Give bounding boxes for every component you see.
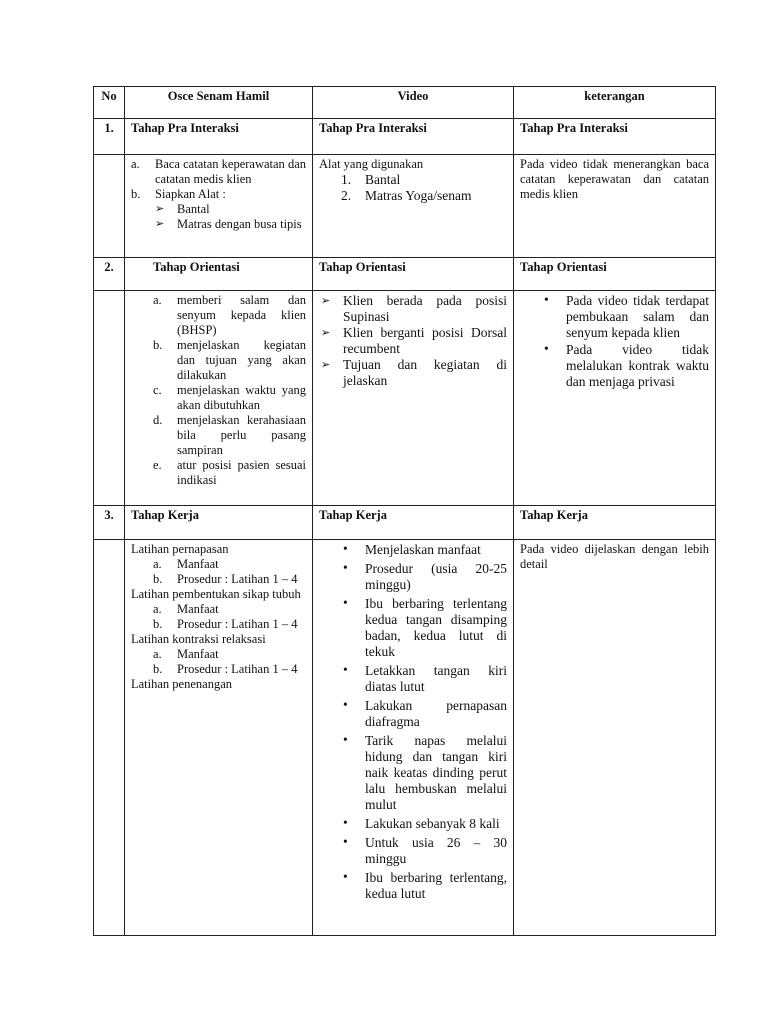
list-item: d. menjelaskan kerahasiaan bila perlu pasang sampiran [153,413,306,457]
arrow-bullet-icon: ➢ [155,218,165,230]
video-list [319,542,507,902]
arrow-bullet-icon: ➢ [321,359,331,371]
bullet-icon: • [343,834,348,849]
list-item: • Tarik napas melalui hidung dan tangan kiri naik keatas dinding perut lalu hembuskan melalui mulut [343,732,507,812]
osce-cell [125,540,313,936]
stage-title-video: Tahap Pra Interaksi [313,119,514,155]
video-cell [313,155,514,258]
list-item: • Untuk usia 26 – 30 minggu [343,834,507,866]
osce-list [131,602,306,632]
stage-title-osce: Tahap Orientasi [125,258,313,291]
stage-title-osce: Tahap Kerja [125,506,313,540]
group-title: Latihan pembentukan sikap tubuh [131,587,301,601]
list-item: ➢ Klien berada pada posisi Supinasi [321,293,507,324]
list-item: 1. Bantal [341,172,401,187]
osce-list [131,557,306,587]
list-item: b. Prosedur : Latihan 1 – 4 [153,572,298,586]
stage-row-pra-interaksi [94,119,716,155]
osce-cell [125,155,313,258]
osce-cell [125,291,313,506]
bullet-icon: • [343,697,348,712]
content-row-orientasi [94,291,716,506]
osce-list [131,647,306,677]
header-no: No [94,87,125,119]
stage-number: 1. [94,119,125,155]
list-item: ➢ Bantal [155,202,210,216]
list-item: • Menjelaskan manfaat [343,541,481,557]
header-keterangan: keterangan [514,87,716,119]
group-title: Latihan penenangan [131,677,232,691]
group-title: Latihan pernapasan [131,542,229,556]
header-osce: Osce Senam Hamil [125,87,313,119]
video-list [319,293,507,389]
table-header-row [94,87,716,119]
list-item: • Lakukan pernapasan diafragma [343,697,507,729]
osce-list [131,293,306,488]
list-item: b. Prosedur : Latihan 1 – 4 [153,662,298,676]
list-item: • Lakukan sebanyak 8 kali [343,815,500,831]
content-row-kerja [94,540,716,936]
list-item: a. Manfaat [153,557,219,571]
list-item: a. Manfaat [153,602,219,616]
list-item: a. Manfaat [153,647,219,661]
bullet-icon: • [343,732,348,747]
list-item: • Ibu berbaring terlentang kedua tangan disamping badan, kedua lutut di tekuk [343,595,507,659]
bullet-icon: • [343,815,348,830]
bullet-icon: • [343,595,348,610]
note-cell: Pada video tidak menerangkan baca catatan keperawatan dan catatan medis klien [514,155,716,258]
list-item: • Ibu berbaring terlentang, kedua lutut [343,869,507,901]
stage-title-note: Tahap Pra Interaksi [514,119,716,155]
list-item: a. Baca catatan keperawatan dan catatan medis klien [131,157,306,186]
list-item: • Pada video tidak terdapat pembukaan salam dan senyum kepada klien [544,292,709,340]
list-item: b. menjelaskan kegiatan dan tujuan yang akan dilakukan [153,338,306,382]
stage-number: 2. [94,258,125,291]
note-cell: Pada video dijelaskan dengan lebih detail [514,540,716,936]
stage-row-orientasi [94,258,716,291]
video-intro: Alat yang digunakan [319,157,424,171]
osce-comparison-table [93,86,716,936]
content-row-pra-interaksi [94,155,716,258]
bullet-icon: • [343,541,348,556]
list-item: ➢ Klien berganti posisi Dorsal recumbent [321,325,507,356]
list-item: ➢ Tujuan dan kegiatan di jelaskan [321,357,507,388]
list-item: b. Siapkan Alat : [131,187,226,201]
stage-number: 3. [94,506,125,540]
bullet-icon: • [343,560,348,575]
list-item: c. menjelaskan waktu yang akan dibutuhkan [153,383,306,412]
list-item: • Prosedur (usia 20-25 minggu) [343,560,507,592]
bullet-icon: • [544,292,549,307]
tools-sublist [131,202,306,232]
list-item: • Letakkan tangan kiri diatas lutut [343,662,507,694]
note-cell [514,291,716,506]
osce-list [131,157,306,202]
stage-row-kerja [94,506,716,540]
list-item: e. atur posisi pasien sesuai indikasi [153,458,306,487]
list-item: a. memberi salam dan senyum kepada klien (BHSP) [153,293,306,337]
list-item: 2. Matras Yoga/senam [341,188,472,203]
video-cell [313,540,514,936]
video-cell [313,291,514,506]
arrow-bullet-icon: ➢ [321,327,331,339]
stage-title-video: Tahap Kerja [313,506,514,540]
note-list [520,293,709,390]
stage-title-note: Tahap Orientasi [514,258,716,291]
header-video: Video [313,87,514,119]
stage-title-note: Tahap Kerja [514,506,716,540]
list-item: b. Prosedur : Latihan 1 – 4 [153,617,298,631]
list-item: ➢ Matras dengan busa tipis [155,217,302,231]
group-title: Latihan kontraksi relaksasi [131,632,266,646]
arrow-bullet-icon: ➢ [155,203,165,215]
video-list [319,172,507,204]
arrow-bullet-icon: ➢ [321,295,331,307]
stage-title-osce: Tahap Pra Interaksi [125,119,313,155]
bullet-icon: • [544,341,549,356]
stage-title-video: Tahap Orientasi [313,258,514,291]
list-item: • Pada video tidak melalukan kontrak waktu dan menjaga privasi [544,341,709,389]
bullet-icon: • [343,869,348,884]
bullet-icon: • [343,662,348,677]
